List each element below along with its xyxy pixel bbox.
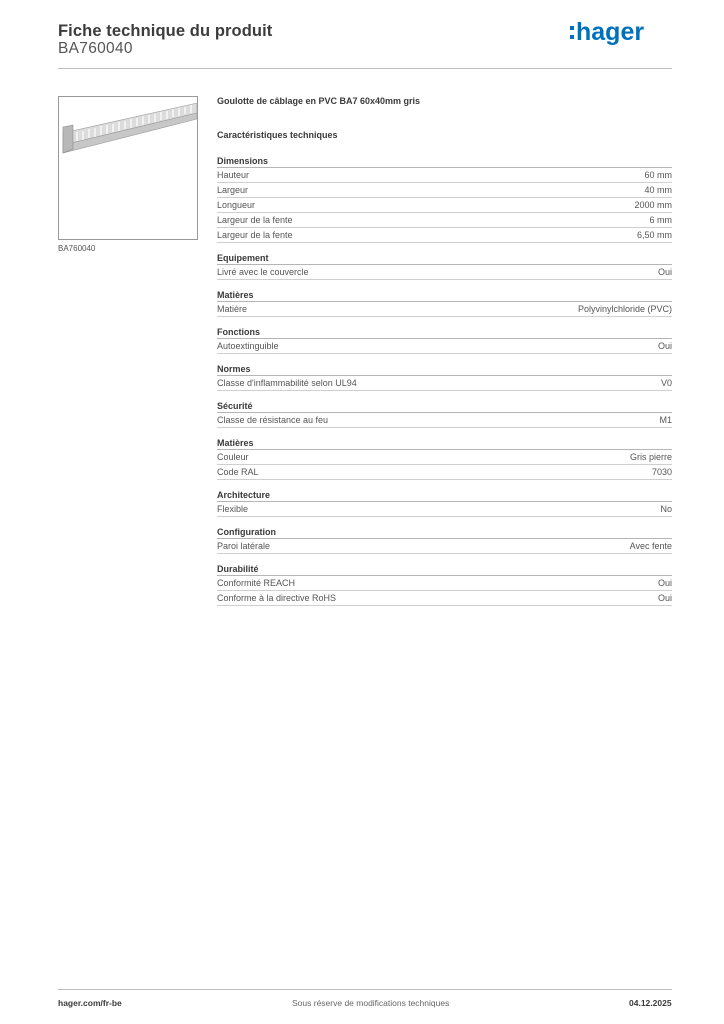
spec-label: Largeur de la fente: [217, 230, 293, 240]
spec-group: [217, 526, 672, 554]
spec-group: [217, 489, 672, 517]
spec-value: 40 mm: [644, 185, 672, 195]
spec-row: [217, 465, 672, 480]
spec-group-title: Matières: [217, 437, 672, 450]
spec-row: [217, 591, 672, 606]
spec-label: Paroi latérale: [217, 541, 271, 551]
photo-caption: BA760040: [58, 244, 96, 253]
spec-value: V0: [660, 378, 672, 388]
spec-row: [217, 265, 672, 280]
logo-dot-bottom: [570, 35, 574, 39]
spec-value: Avec fente: [629, 541, 672, 551]
spec-label: Longueur: [217, 200, 256, 210]
spec-row: [217, 502, 672, 517]
spec-group-title: Fonctions: [217, 326, 672, 339]
spec-group-title: Matières: [217, 289, 672, 302]
spec-group-title: Equipement: [217, 252, 672, 265]
footer-website[interactable]: hager.com/fr-be: [58, 998, 122, 1008]
spec-row: [217, 183, 672, 198]
spec-label: Largeur de la fente: [217, 215, 293, 225]
spec-row: [217, 576, 672, 591]
spec-row: [217, 539, 672, 554]
spec-label: Hauteur: [217, 170, 250, 180]
spec-label: Matière: [217, 304, 248, 314]
spec-row: [217, 213, 672, 228]
spec-value: 2000 mm: [634, 200, 672, 210]
spec-group: [217, 155, 672, 243]
footer-date: 04.12.2025: [629, 998, 672, 1008]
spec-group: [217, 289, 672, 317]
spec-value: Polyvinylchloride (PVC): [577, 304, 672, 314]
spec-group-title: Configuration: [217, 526, 672, 539]
spec-label: Conforme à la directive RoHS: [217, 593, 337, 603]
logo-wordmark: hager: [576, 18, 645, 46]
spec-value: M1: [659, 415, 672, 425]
spec-value: 7030: [651, 467, 672, 477]
spec-group-title: Normes: [217, 363, 672, 376]
spec-value: Gris pierre: [629, 452, 672, 462]
spec-value: 60 mm: [644, 170, 672, 180]
spec-group: [217, 363, 672, 391]
spec-label: Flexible: [217, 504, 249, 514]
spec-row: [217, 168, 672, 183]
characteristics-heading: Caractéristiques techniques: [217, 130, 338, 140]
spec-row: [217, 339, 672, 354]
spec-row: [217, 228, 672, 243]
logo-dot-top: [570, 26, 574, 30]
spec-group-title: Dimensions: [217, 155, 672, 168]
spec-group-title: Architecture: [217, 489, 672, 502]
spec-value: Oui: [657, 593, 672, 603]
spec-label: Largeur: [217, 185, 249, 195]
spec-value: Oui: [657, 578, 672, 588]
spec-label: Classe d'inflammabilité selon UL94: [217, 378, 357, 388]
spec-label: Couleur: [217, 452, 249, 462]
spec-label: Livré avec le couvercle: [217, 267, 309, 277]
spec-group: [217, 563, 672, 606]
spec-label: Autoextinguible: [217, 341, 279, 351]
spec-row: [217, 450, 672, 465]
spec-row: [217, 413, 672, 428]
footer-disclaimer: Sous réserve de modifications techniques: [292, 998, 450, 1008]
spec-group: [217, 400, 672, 428]
page-title: Fiche technique du produit: [58, 22, 273, 40]
spec-value: Oui: [657, 267, 672, 277]
product-photo: [58, 96, 198, 240]
spec-value: 6 mm: [649, 215, 672, 225]
spec-label: Classe de résistance au feu: [217, 415, 329, 425]
spec-group: [217, 252, 672, 280]
header-divider: [58, 68, 672, 69]
spec-label: Conformité REACH: [217, 578, 296, 588]
spec-row: [217, 376, 672, 391]
product-reference: BA760040: [58, 40, 133, 57]
spec-value: Oui: [657, 341, 672, 351]
spec-value: No: [660, 504, 672, 514]
cable-trunking-photo-icon: [59, 97, 197, 239]
footer-divider: [58, 989, 672, 990]
spec-row: [217, 302, 672, 317]
spec-label: Code RAL: [217, 467, 259, 477]
spec-group: [217, 326, 672, 354]
spec-group: [217, 437, 672, 480]
spec-list: [217, 155, 672, 615]
hager-logo: [568, 14, 658, 50]
spec-group-title: Durabilité: [217, 563, 672, 576]
spec-group-title: Sécurité: [217, 400, 672, 413]
spec-row: [217, 198, 672, 213]
product-name: Goulotte de câblage en PVC BA7 60x40mm gris: [217, 96, 421, 106]
spec-value: 6,50 mm: [636, 230, 672, 240]
